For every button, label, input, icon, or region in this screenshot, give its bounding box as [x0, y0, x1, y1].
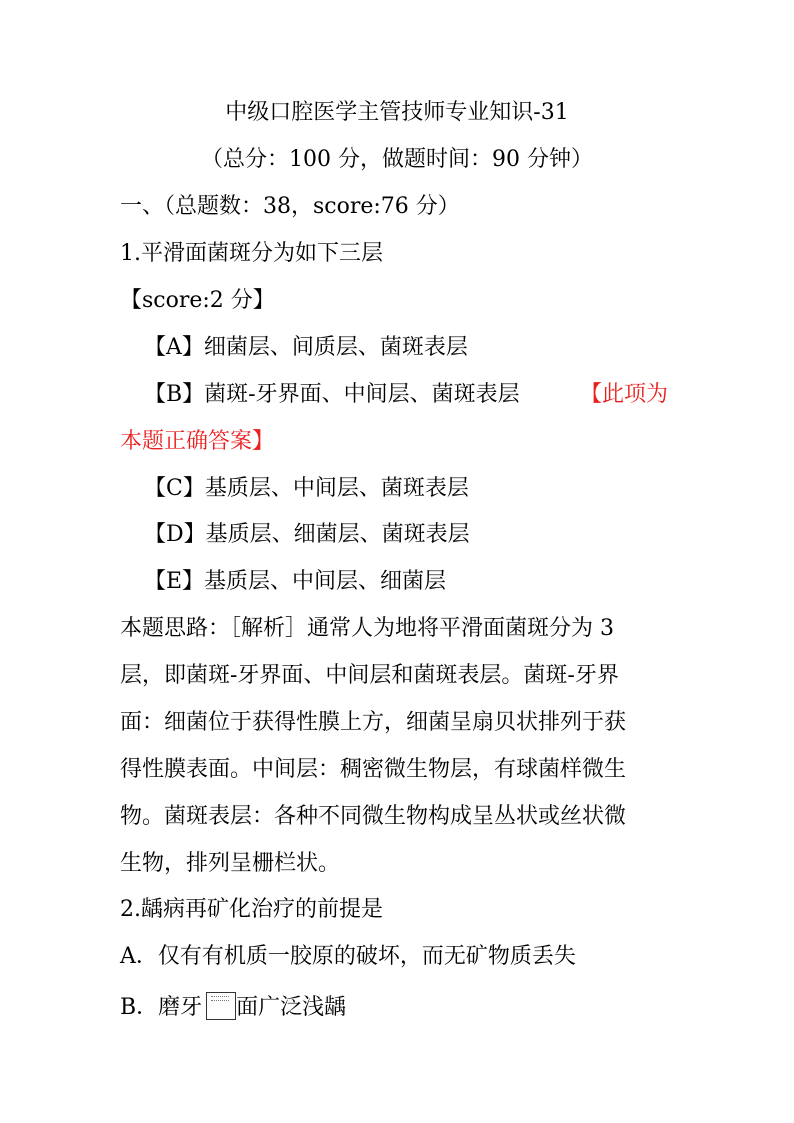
question-2-option-a: A．仅有有机质一胶原的破坏，而无矿物质丢失 — [120, 944, 576, 969]
analysis-line-3: 面：细菌位于获得性膜上方，细菌呈扇贝状排列于获 — [120, 710, 627, 735]
correct-answer-marker: 【此项为 — [580, 382, 669, 407]
document-title: 中级口腔医学主管技师专业知识-31 — [225, 100, 569, 125]
question-2-option-b-suffix: 面广泛浅龋 — [236, 995, 347, 1020]
document-subtitle: （总分：100 分，做题时间：90 分钟） — [201, 147, 593, 172]
question-1-option-c: 【C】基质层、中间层、菌斑表层 — [144, 476, 469, 501]
question-2-option-b — [120, 992, 680, 1022]
question-1-option-a: 【A】细菌层、间质层、菌斑表层 — [144, 335, 468, 360]
question-1-option-e: 【E】基质层、中间层、细菌层 — [144, 569, 447, 594]
analysis-line-2: 层，即菌斑-牙界面、中间层和菌斑表层。菌斑-牙界 — [120, 663, 619, 688]
section-heading: 一、（总题数：38，score:76 分） — [120, 194, 460, 219]
analysis-line-1: 本题思路：［解析］通常人为地将平滑面菌斑分为 3 — [120, 616, 614, 641]
correct-answer-marker-continued: 本题正确答案】 — [120, 429, 275, 454]
analysis-line-6: 生物，排列呈栅栏状。 — [120, 851, 341, 876]
question-2-option-b-prefix: B．磨牙 — [120, 995, 203, 1020]
analysis-line-4: 得性膜表面。中间层：稠密微生物层，有球菌样微生 — [120, 757, 627, 782]
question-1-option-b-text: 【B】菌斑-牙界面、中间层、菌斑表层 — [144, 382, 520, 407]
question-1-stem: 1.平滑面菌斑分为如下三层 — [120, 241, 383, 266]
question-1-option-d: 【D】基质层、细菌层、菌斑表层 — [144, 522, 470, 547]
analysis-line-5: 物。菌斑表层：各种不同微生物构成呈丛状或丝状微 — [120, 804, 627, 829]
question-2-stem: 2.龋病再矿化治疗的前提是 — [120, 897, 383, 922]
broken-image-icon — [206, 992, 236, 1020]
question-1-score: 【score:2 分】 — [120, 288, 275, 313]
